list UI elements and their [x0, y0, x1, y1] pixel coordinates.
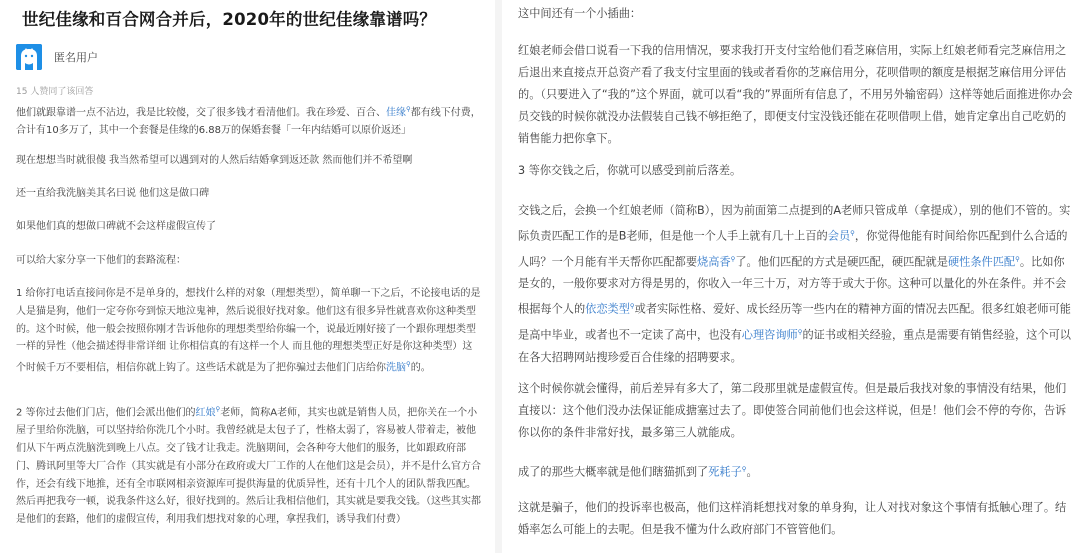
paragraph: 红娘老师会借口说看一下我的信用情况，要求我打开支付宝给他们看芝麻信用，实际上红娘老师看完芝麻信用之后退出来直接点开总资产看了我支付宝里面的钱或者看你的芝麻信用分，花呗借呗的额度是根据芝麻信用分评估的。（只要进入了“我的”这个界面，就可以看“我的”界面所有信息了，不用另外输密码）这样等她后面推进你办会员交钱的时候你就没办法假装自己钱不够拒绝了，即便支付宝没钱还能在花呗借呗上借，她肯定拿出自己吃奶的销售能力把你拿下。	[518, 44, 1073, 145]
answer-panel-right	[504, 0, 1080, 553]
keyword-link[interactable]: 依恋类型	[585, 303, 630, 317]
keyword-link[interactable]: 死耗子	[708, 465, 742, 479]
keyword-link[interactable]: 红娘	[195, 407, 216, 419]
search-icon: ⚲	[406, 105, 411, 113]
paragraph: 可以给大家分享一下他们的套路流程：	[16, 255, 186, 266]
upvote-count: 15 人赞同了该回答	[16, 87, 94, 97]
search-icon: ⚲	[797, 328, 803, 337]
keyword-link[interactable]: 心理咨询师	[741, 328, 798, 342]
paragraph: 2 等你过去他们门店，他们会派出他们的红娘⚲老师，简称A老师，其实也就是销售人员，把你关在一个小屋子里给你洗脑，可以坚持给你洗几个小时。我曾经就是太包子了，性格太弱了，容易被人带着走，被他们从下午两点洗脑洗到晚上八点。交了钱才让我走。洗脑期间，会各种夸大他们的服务，比如跟政府部门、腾讯阿里等大厂合作（其实就是有小部分在政府或大厂工作的人在他们这是会员），并不是什么官方合作，还会有线下地推，还有全市联网相亲资源库可提供海量的优质异性，还有十几个人的团队帮我匹配。然后再把我夸一顿，说我条件这么好，很好找到的。然后让我相信他们，其实就是要我交钱。（这些其实都是他们的套路，他们的虚假宣传，利用我们想找对象的心理，拿捏我们，诱导我们付费）	[16, 405, 481, 526]
paragraph: 这就是骗子，他们的投诉率也极高，他们这样消耗想找对象的单身狗，让人对找对象这个事情有抵触心理了。结婚率怎么可能上的去呢。但是我不懂为什么政府部门不管管他们。	[518, 501, 1067, 536]
panel-divider	[495, 0, 502, 553]
paragraph: 这中间还有一个小插曲：	[518, 7, 642, 20]
search-icon: ⚲	[741, 465, 747, 473]
search-icon: ⚲	[850, 229, 855, 237]
search-icon: ⚲	[406, 360, 411, 369]
paragraph: 他们就跟靠谱一点不沾边，我是比较傻，交了很多钱才看清他们。我在珍爱、百合、佳缘⚲都有线下付费，合计有10多万了，其中一个套餐是佳缘的6.88万的保婚套餐「一年内结婚可以原价返还」	[16, 105, 481, 137]
answer-panel-left	[0, 0, 493, 553]
paragraph: 3 等你交钱之后，你就可以感受到前后落差。	[518, 164, 742, 177]
search-icon: ⚲	[730, 254, 736, 263]
paragraph: 现在想想当时就很傻 我当然希望可以遇到对的人然后结婚拿到返还款 然而他们并不希望啊	[16, 155, 413, 166]
keyword-link[interactable]: 烧高香	[697, 255, 731, 269]
paragraph: 成了的那些大概率就是他们瞎猫抓到了死耗子⚲。	[518, 465, 758, 479]
keyword-link[interactable]: 洗脑	[386, 362, 406, 374]
keyword-link[interactable]: 会员	[827, 229, 851, 243]
paragraph: 如果他们真的想做口碑就不会这样虚假宣传了	[16, 221, 216, 232]
search-icon: ⚲	[1015, 254, 1020, 263]
paragraph: 还一直给我洗脑美其名曰说 他们这是做口碑	[16, 188, 210, 199]
anonymous-user-icon[interactable]	[16, 44, 42, 70]
paragraph: 1 给你打电话直接问你是不是单身的，想找什么样的对象（理想类型），简单聊一下之后，不论接电话的是人是猫是狗，他们一定夸你夸到惊天地泣鬼神，然后说很好找对象。他们这有很多异性就喜欢你这种类型的。这个时候，他一般会按照你刚才告诉他你的理想类型给你编一个，说最近刚好接了一个跟你理想类型一样的异性（他会描述得非常详细 让你相信真的有这样一个人 而且他的理想类型正好是你这种类型）这个时候千万不要相信，相信你就上钩了。这些话术就是为了把你骗过去他们门店给你洗脑⚲的。	[16, 288, 481, 374]
paragraph: 这个时候你就会懂得，前后差异有多大了，第二段那里就是虚假宣传。但是最后我找对象的事情没有结果，他们直接以：这个他们没办法保证能成搪塞过去了。即使签合同前他们也会这样说，但是！他们会不停的夸你，告诉你以你的条件非常好找，最多第三人就能成。	[518, 382, 1067, 439]
question-title[interactable]: 世纪佳缘和百合网合并后，2020年的世纪佳缘靠谱吗？	[22, 10, 437, 29]
author-name[interactable]: 匿名用户	[54, 51, 98, 64]
keyword-link[interactable]: 佳缘	[386, 107, 406, 119]
author-block	[16, 44, 98, 70]
keyword-link[interactable]: 硬性条件匹配	[947, 255, 1016, 269]
search-icon: ⚲	[629, 302, 635, 311]
search-icon: ⚲	[215, 405, 221, 413]
paragraph: 交钱之后，会换一个红娘老师（简称B），因为前面第二点提到的A老师只管成单（拿提成），别的他们不管的。实际负责匹配工作的是B老师，但是他一个人手上就有几十上百的会员⚲，你觉得他能有时间给你匹配到什么合适的人吗？一个月能有半天帮你匹配都要烧高香⚲了。他们匹配的方式是硬匹配，硬匹配就是硬性条件匹配⚲。比如你是女的，一般你要求对方得是男的，你收入一年三十万，对方等于或大于你。这种可以量化的外在条件。并不会根据每个人的依恋类型⚲或者实际性格、爱好、成长经历等一些内在的精神方面的情况去匹配。很多红娘老师可能是高中毕业，或者也不一定读了高中，也没有心理咨询师⚲的证书或相关经验，重点是需要有销售经验，这个可以在各大招聘网站搜珍爱百合佳缘的招聘要求。	[518, 204, 1071, 364]
